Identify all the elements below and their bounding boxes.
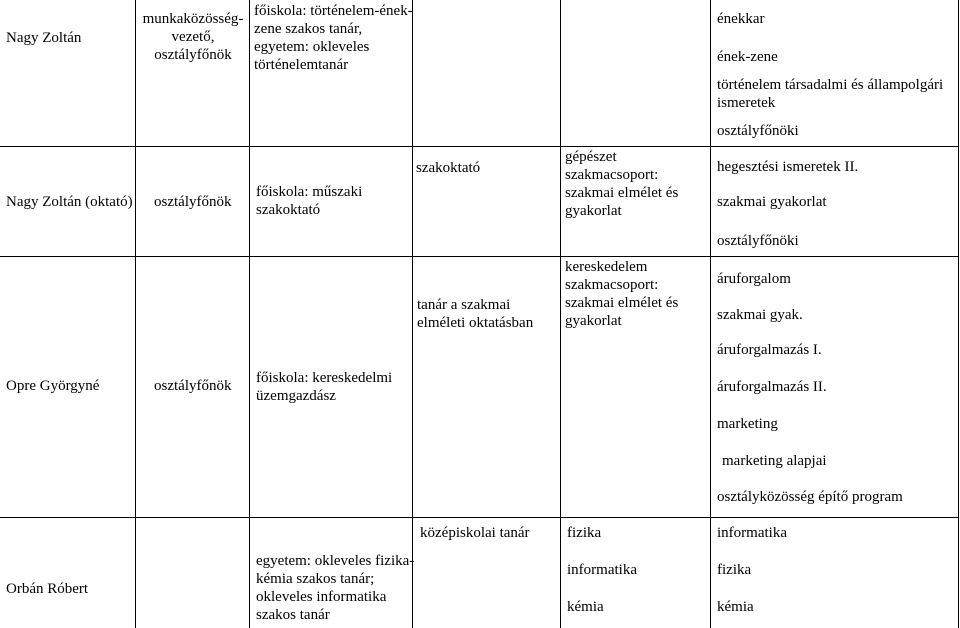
border-col1	[135, 0, 136, 628]
role-cell: szakoktató	[416, 160, 481, 176]
border-col2	[249, 0, 250, 628]
subject-item: osztályközösség építő program	[717, 489, 903, 505]
border-right	[958, 0, 959, 628]
name-cell: Nagy Zoltán (oktató)	[6, 194, 133, 210]
subject-item: kémia	[717, 599, 754, 615]
name-cell: Orbán Róbert	[6, 581, 89, 597]
subject-item: hegesztési ismeretek II.	[717, 159, 859, 175]
name-cell: Opre Györgyné	[6, 378, 100, 394]
subject-item: szakmai gyak.	[717, 307, 803, 323]
subject-item: osztályfőnöki	[717, 233, 799, 249]
position-cell: osztályfőnök	[154, 378, 232, 394]
position-cell: munkaközösség- vezető, osztályfőnök	[142, 11, 244, 63]
qualification-cell: főiskola: műszaki szakoktató	[256, 184, 363, 218]
role-cell: tanár a szakmai elméleti oktatásban	[417, 297, 534, 331]
group-cell: kereskedelem szakmacsoport: szakmai elmélet és gyakorlat	[565, 259, 679, 329]
border-col4	[560, 0, 561, 628]
subject-item: osztályfőnöki	[717, 123, 799, 139]
qualification-cell: főiskola: kereskedelmi üzemgazdász	[256, 370, 393, 404]
subject-item: ének-zene	[717, 49, 778, 65]
subject-item: áruforgalom	[717, 271, 791, 287]
border-row1	[0, 146, 959, 147]
qualification-cell: főiskola: történelem-ének- zene szakos tanár, egyetem: okleveles történelemtanár	[254, 3, 413, 73]
group-item: kémia	[567, 599, 604, 615]
group-item: informatika	[567, 562, 637, 578]
name-cell: Nagy Zoltán	[6, 30, 82, 46]
subject-item: fizika	[717, 562, 752, 578]
subject-item: marketing	[717, 416, 778, 432]
subject-item: áruforgalmazás II.	[717, 379, 827, 395]
subject-item: informatika	[717, 525, 787, 541]
border-row3	[0, 517, 959, 518]
group-cell: gépészet szakmacsoport: szakmai elmélet és gyakorlat	[565, 149, 679, 219]
subject-item: áruforgalmazás I.	[717, 342, 822, 358]
subject-item: történelem társadalmi és állampolgári ismeretek	[717, 77, 944, 111]
group-item: fizika	[567, 525, 602, 541]
border-col3	[412, 0, 413, 628]
subject-item: énekkar	[717, 11, 765, 27]
role-cell: középiskolai tanár	[420, 525, 530, 541]
border-col5	[710, 0, 711, 628]
border-row2	[0, 256, 959, 257]
qualification-cell: egyetem: okleveles fizika- kémia szakos tanár; okleveles informatika szakos tanár	[256, 553, 415, 623]
subject-item: szakmai gyakorlat	[717, 194, 827, 210]
position-cell: osztályfőnök	[154, 194, 232, 210]
subject-item: marketing alapjai	[722, 453, 827, 469]
